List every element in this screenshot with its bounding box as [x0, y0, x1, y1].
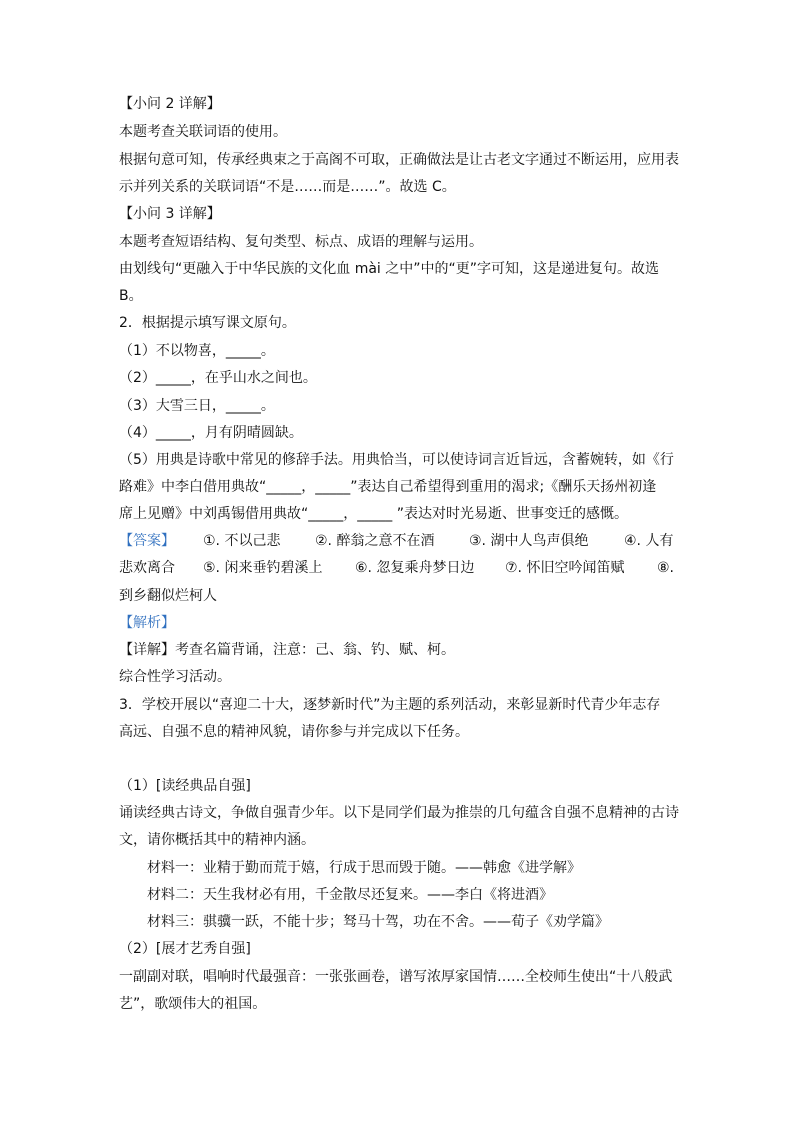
task-1-title: （1）[读经典品自强] [119, 778, 251, 794]
material-3: 材料三：骐骥一跃，不能十步；驽马十驾，功在不舍。——荀子《劝学篇》 [147, 914, 609, 930]
q3-explanation-line-2: 由划线句“更融入于中华民族的文化血 mài 之中”中的“更”字可知，这是递进复句。故选 [119, 261, 660, 277]
q3-detail-header: 【小问 3 详解】 [119, 206, 221, 222]
material-2: 材料二：天生我材必有用，千金散尽还复来。——李白《将进酒》 [147, 887, 553, 903]
answer-item-7: ⑦. 怀旧空吟闻笛赋 [505, 560, 625, 576]
question-2-item-3: （3）大雪三日，_____。 [119, 398, 275, 414]
task-1-line-2: 文，请你概括其中的精神内涵。 [119, 832, 315, 848]
task-2-line-1: 一副副对联，唱响时代最强音：一张张画卷，谱写浓厚家国情……全校师生使出“十八般武 [119, 969, 673, 985]
q3-explanation-line-3: B。 [119, 288, 143, 304]
analysis-label: 【解析】 [119, 615, 175, 631]
answer-item-4a: ④. 人有 [624, 533, 674, 549]
question-2-item-5-line-3: 席上见赠》中刘禹锡借用典故“_____，_____ ”表达对时光易逝、世事变迁的感慨。 [119, 506, 628, 522]
question-2-item-1: （1）不以物喜，_____。 [119, 343, 275, 359]
task-2-title: （2）[展才艺秀自强] [119, 941, 251, 957]
question-3-stem-line-1: 3．学校开展以“喜迎二十大，逐梦新时代”为主题的系列活动，来彰显新时代青少年志存 [119, 697, 661, 713]
q2-detail-header: 【小问 2 详解】 [119, 96, 221, 112]
task-2-line-2: 艺”，歌颂伟大的祖国。 [119, 996, 267, 1012]
question-2-item-4: （4）_____，月有阴晴圆缺。 [119, 425, 303, 441]
answer-label: 【答案】 [119, 533, 175, 549]
answer-item-4b: 悲欢离合 [119, 560, 175, 576]
question-2-item-2: （2）_____，在乎山水之间也。 [119, 370, 317, 386]
answer-item-2: ②. 醉翁之意不在酒 [315, 533, 435, 549]
q2-explanation-line-3: 示并列关系的关联词语“不是……而是……”。故选 C。 [119, 179, 456, 195]
task-1-line-1: 诵读经典古诗文，争做自强青少年。以下是同学们最为推崇的几句蕴含自强不息精神的古诗 [119, 805, 679, 821]
analysis-detail: 【详解】考查名篇背诵，注意：己、翁、钓、赋、柯。 [119, 642, 455, 658]
answer-item-3: ③. 湖中人鸟声俱绝 [469, 533, 589, 549]
question-2-item-5-line-1: （5）用典是诗歌中常见的修辞手法。用典恰当，可以使诗词言近旨远，含蓄婉转，如《行 [119, 452, 674, 468]
question-2-item-5-line-2: 路难》中李白借用典故“_____，_____”表达自己希望得到重用的渴求;《酬乐天扬州初逢 [119, 479, 657, 495]
answer-item-8b: 到乡翻似烂柯人 [119, 588, 217, 604]
question-2-stem: 2．根据提示填写课文原句。 [119, 315, 296, 331]
question-3-stem-line-2: 高远、自强不息的精神风貌，请你参与并完成以下任务。 [119, 724, 469, 740]
q2-explanation-line-1: 本题考查关联词语的使用。 [119, 124, 287, 140]
material-1: 材料一：业精于勤而荒于嬉，行成于思而毁于随。——韩愈《进学解》 [147, 860, 581, 876]
answer-item-8a: ⑧. [657, 560, 675, 576]
q3-explanation-line-1: 本题考查短语结构、复句类型、标点、成语的理解与运用。 [119, 234, 483, 250]
answer-item-6: ⑥. 忽复乘舟梦日边 [355, 560, 475, 576]
q2-explanation-line-2: 根据句意可知，传承经典束之于高阁不可取，正确做法是让古老文字通过不断运用，应用表 [119, 152, 679, 168]
answer-item-1: ①. 不以己悲 [203, 533, 281, 549]
section-title: 综合性学习活动。 [119, 669, 231, 685]
answer-item-5: ⑤. 闲来垂钓碧溪上 [203, 560, 323, 576]
